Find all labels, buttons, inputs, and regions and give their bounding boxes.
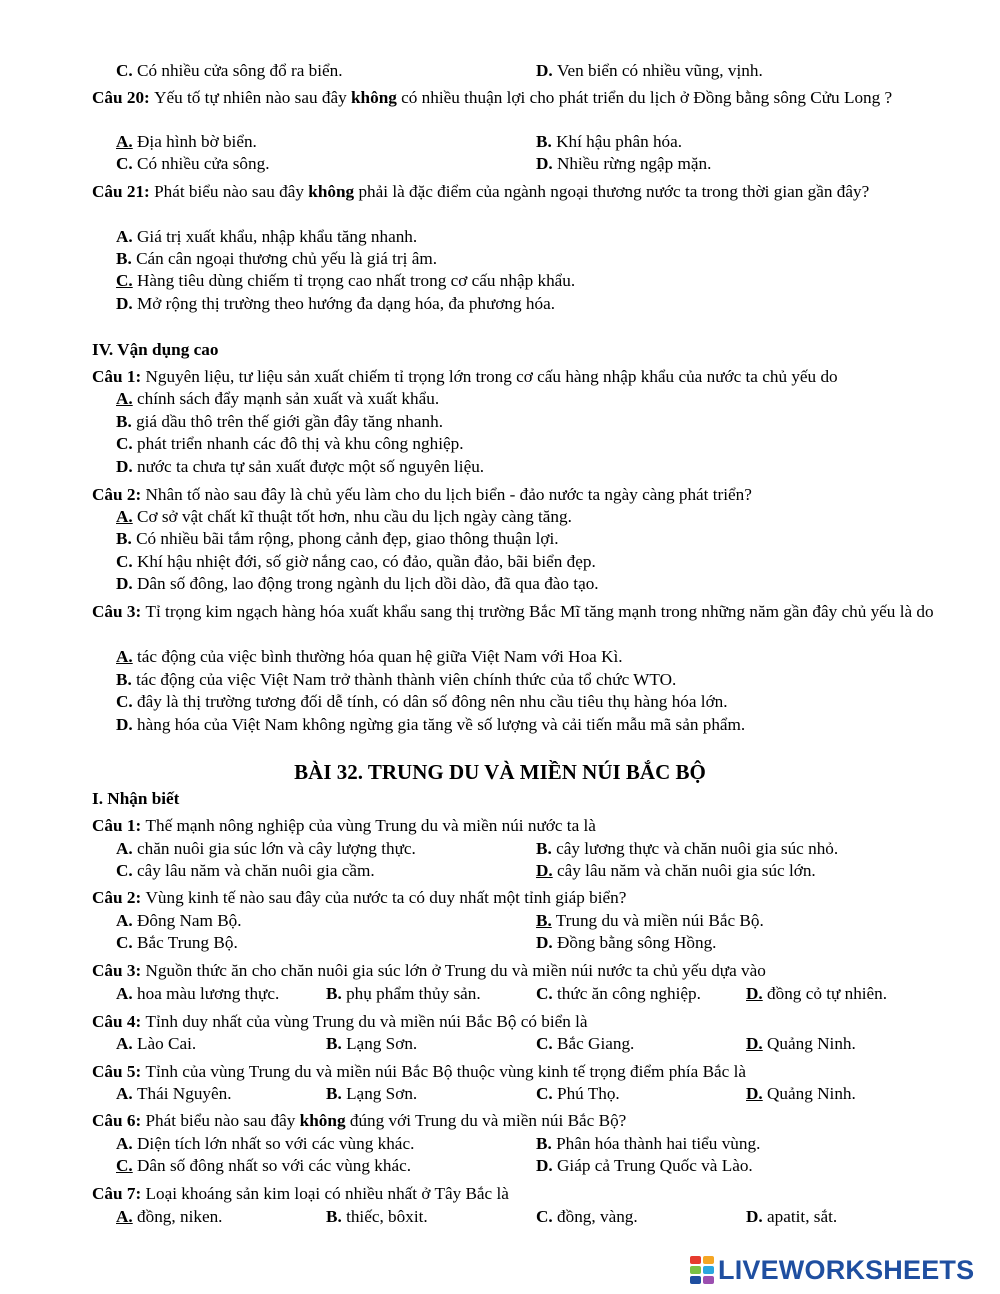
bold-text: C.: [536, 1207, 558, 1226]
text-line: [536, 153, 956, 175]
text-line: [536, 983, 746, 1005]
line-text: Lạng Sơn.: [346, 1084, 418, 1103]
text-line: [92, 87, 962, 109]
bold-text: Câu 21:: [92, 182, 155, 201]
line-text: chăn nuôi gia súc lớn và cây lượng thực.: [137, 839, 416, 858]
text-line: [92, 1061, 972, 1083]
line-text: Địa hình bờ biển.: [132, 132, 257, 151]
logo-wordmark: LIVEWORKSHEETS: [718, 1254, 975, 1285]
text-line: [536, 1206, 746, 1228]
logo-square: [703, 1276, 714, 1284]
line-text: Thái Nguyên.: [137, 1084, 232, 1103]
text-line: [536, 838, 976, 860]
line-text: đồng cỏ tự nhiên.: [762, 984, 888, 1003]
line-text: Thế mạnh nông nghiệp của vùng Trung du và miền núi nước ta là: [145, 816, 596, 835]
bold-text: D.: [116, 457, 138, 476]
text-line: [92, 366, 972, 388]
text-line: [92, 339, 962, 361]
bold-text: B.: [536, 839, 557, 858]
text-line: [116, 1033, 326, 1055]
logo-square: [703, 1256, 714, 1264]
bold-text: Câu 4:: [92, 1012, 146, 1031]
text-line: [116, 573, 956, 595]
text-line: [92, 815, 972, 837]
text-line: [326, 1033, 536, 1055]
line-text: hoa màu lương thực.: [137, 984, 280, 1003]
text-line: [116, 153, 536, 175]
line-text: Khí hậu phân hóa.: [556, 132, 683, 151]
text-line: [92, 484, 972, 506]
bold-text: B.: [116, 670, 137, 689]
bold-text: C.: [116, 692, 138, 711]
bold-text: A.: [116, 1084, 138, 1103]
bold-text: Câu 6:: [92, 1111, 146, 1130]
bold-text: D.: [536, 1156, 558, 1175]
text-line: [116, 714, 956, 736]
text-line: [92, 1011, 972, 1033]
text-line: [326, 1083, 536, 1105]
text-line: [92, 601, 962, 623]
bold-text: Câu 2:: [92, 888, 146, 907]
line-text: giá dầu thô trên thế giới gần đây tăng nhanh.: [136, 412, 443, 431]
line-text: Mở rộng thị trường theo hướng đa dạng hóa, đa phương hóa.: [137, 294, 556, 313]
line-text: Quảng Ninh.: [762, 1034, 856, 1053]
line-text: apatit, sắt.: [767, 1207, 838, 1226]
text-line: [116, 293, 956, 315]
text-line: [536, 1083, 746, 1105]
logo-square: [690, 1266, 701, 1274]
line-text: Dân số đông nhất so với các vùng khác.: [132, 1156, 412, 1175]
text-line: [116, 248, 956, 270]
line-text: cây lâu năm và chăn nuôi gia súc lớn.: [552, 861, 816, 880]
line-text: Bắc Trung Bộ.: [137, 933, 238, 952]
logo-mark-icon: [690, 1256, 714, 1284]
bold-text: Câu 7:: [92, 1184, 146, 1203]
bold-text: D.: [746, 984, 763, 1003]
line-text: tác động của việc Việt Nam trở thành thành viên chính thức của tổ chức WTO.: [136, 670, 677, 689]
line-text: chính sách đẩy mạnh sản xuất và xuất khẩu.: [132, 389, 440, 408]
text-line: [116, 1133, 536, 1155]
bold-text: B.: [116, 412, 137, 431]
bold-text: C.: [116, 271, 133, 290]
line-text: Tỉ trọng kim ngạch hàng hóa xuất khẩu sang thị trường Bắc Mĩ tăng mạnh trong những năm gần đây chủ yếu là do: [145, 602, 934, 621]
line-text: Phát biểu nào sau đây: [145, 1111, 300, 1130]
bold-text: B.: [326, 1084, 347, 1103]
bold-text: D.: [116, 294, 138, 313]
bold-text: B.: [326, 1034, 347, 1053]
text-line: [116, 456, 956, 478]
text-line: [92, 1183, 972, 1205]
bold-text: C.: [116, 434, 138, 453]
text-line: [116, 388, 956, 410]
logo-square: [690, 1276, 701, 1284]
bold-text: C.: [536, 984, 558, 1003]
line-text: Khí hậu nhiệt đới, số giờ nắng cao, có đảo, quần đảo, bãi biển đẹp.: [137, 552, 596, 571]
bold-text: A.: [116, 984, 138, 1003]
text-line: [116, 860, 536, 882]
text-line: [746, 1206, 966, 1228]
bold-text: A.: [116, 647, 133, 666]
bold-text: A.: [116, 227, 138, 246]
line-text: Đồng bằng sông Hồng.: [557, 933, 717, 952]
bold-text: C.: [116, 861, 138, 880]
bold-text: C.: [116, 933, 138, 952]
bold-text: không: [308, 182, 355, 201]
line-text: Quảng Ninh.: [762, 1084, 856, 1103]
line-text: đồng, niken.: [132, 1207, 223, 1226]
text-line: [536, 1133, 976, 1155]
line-text: Cán cân ngoại thương chủ yếu là giá trị âm.: [136, 249, 438, 268]
text-line: [116, 669, 956, 691]
line-text: Diện tích lớn nhất so với các vùng khác.: [137, 1134, 415, 1153]
text-line: [116, 838, 536, 860]
line-text: Cơ sở vật chất kĩ thuật tốt hơn, nhu cầu du lịch ngày càng tăng.: [132, 507, 572, 526]
line-text: Bắc Giang.: [557, 1034, 635, 1053]
lesson-title: BÀI 32. TRUNG DU VÀ MIỀN NÚI BẮC BỘ: [294, 760, 706, 784]
line-text: phụ phẩm thủy sản.: [346, 984, 481, 1003]
line-text: Vùng kinh tế nào sau đây của nước ta có duy nhất một tỉnh giáp biển?: [145, 888, 627, 907]
bold-text: Câu 3:: [92, 602, 146, 621]
line-text: Nhân tố nào sau đây là chủ yếu làm cho du lịch biển - đảo nước ta ngày càng phát triển?: [145, 485, 752, 504]
line-text: có nhiều thuận lợi cho phát triển du lịch ở Đồng bằng sông Cửu Long ?: [396, 88, 893, 107]
line-text: Nguồn thức ăn cho chăn nuôi gia súc lớn ở Trung du và miền núi nước ta chủ yếu dựa vào: [145, 961, 766, 980]
text-line: [116, 1083, 326, 1105]
line-text: Yếu tố tự nhiên nào sau đây: [154, 88, 351, 107]
bold-text: C.: [116, 61, 138, 80]
bold-text: B.: [536, 1134, 557, 1153]
text-line: [116, 551, 956, 573]
text-line: [92, 960, 972, 982]
bold-text: A.: [116, 1134, 138, 1153]
text-line: [116, 646, 956, 668]
text-line: [536, 131, 956, 153]
text-line: [116, 60, 536, 82]
line-text: Lào Cai.: [137, 1034, 197, 1053]
text-line: [536, 860, 976, 882]
bold-text: C.: [536, 1084, 558, 1103]
text-line: [92, 181, 962, 203]
text-line: [746, 1083, 966, 1105]
bold-text: B.: [536, 132, 557, 151]
line-text: Có nhiều cửa sông.: [137, 154, 270, 173]
bold-text: I. Nhận biết: [92, 789, 180, 808]
bold-text: Câu 1:: [92, 367, 146, 386]
line-text: phát triển nhanh các đô thị và khu công nghiệp.: [137, 434, 464, 453]
line-text: Dân số đông, lao động trong ngành du lịch dồi dào, đã qua đào tạo.: [137, 574, 599, 593]
line-text: Tỉnh duy nhất của vùng Trung du và miền núi Bắc Bộ có biển là: [145, 1012, 588, 1031]
bold-text: B.: [536, 911, 552, 930]
bold-text: B.: [116, 529, 137, 548]
text-line: [536, 910, 976, 932]
text-line: [116, 411, 956, 433]
bold-text: D.: [116, 715, 138, 734]
text-line: [116, 506, 956, 528]
bold-text: D.: [536, 154, 558, 173]
line-text: Có nhiều bãi tắm rộng, phong cảnh đẹp, giao thông thuận lợi.: [136, 529, 559, 548]
bold-text: không: [350, 88, 397, 107]
bold-text: A.: [116, 839, 138, 858]
bold-text: A.: [116, 132, 133, 151]
text-line: [92, 887, 972, 909]
bold-text: A.: [116, 389, 133, 408]
text-line: [116, 1206, 326, 1228]
bold-text: D.: [536, 861, 553, 880]
text-line: [116, 270, 956, 292]
bold-text: C.: [116, 154, 138, 173]
text-line: [536, 1033, 746, 1055]
line-text: phải là đặc điểm của ngành ngoại thương nước ta trong thời gian gần đây?: [354, 182, 870, 201]
bold-text: IV. Vận dụng cao: [92, 340, 219, 359]
line-text: đúng với Trung du và miền núi Bắc Bộ?: [345, 1111, 627, 1130]
logo-square: [690, 1256, 701, 1264]
line-text: cây lương thực và chăn nuôi gia súc nhỏ.: [556, 839, 839, 858]
text-line: [116, 983, 326, 1005]
text-line: [536, 60, 956, 82]
line-text: Giáp cả Trung Quốc và Lào.: [557, 1156, 753, 1175]
text-line: [92, 1110, 972, 1132]
bold-text: Câu 1:: [92, 816, 146, 835]
bold-text: Câu 3:: [92, 961, 146, 980]
bold-text: B.: [326, 1207, 347, 1226]
bold-text: B.: [326, 984, 347, 1003]
bold-text: Câu 5:: [92, 1062, 146, 1081]
bold-text: A.: [116, 507, 133, 526]
liveworksheets-logo: [690, 1254, 990, 1286]
text-line: [536, 932, 976, 954]
text-line: [326, 1206, 536, 1228]
line-text: Phú Thọ.: [557, 1084, 620, 1103]
bold-text: không: [299, 1111, 346, 1130]
line-text: Phân hóa thành hai tiểu vùng.: [556, 1134, 761, 1153]
line-text: Trung du và miền núi Bắc Bộ.: [551, 911, 764, 930]
bold-text: D.: [746, 1207, 768, 1226]
line-text: đây là thị trường tương đối dễ tính, có dân số đông nên nhu cầu tiêu thụ hàng hóa lớn.: [137, 692, 728, 711]
text-line: [116, 131, 536, 153]
bold-text: Câu 20:: [92, 88, 155, 107]
text-line: [116, 910, 536, 932]
line-text: Ven biển có nhiều vũng, vịnh.: [557, 61, 763, 80]
text-line: [116, 226, 956, 248]
line-text: tác động của việc bình thường hóa quan hệ giữa Việt Nam với Hoa Kì.: [132, 647, 623, 666]
text-line: [746, 1033, 966, 1055]
text-line: [536, 1155, 976, 1177]
logo-square: [703, 1266, 714, 1274]
text-line: [116, 1155, 536, 1177]
line-text: Đông Nam Bộ.: [137, 911, 242, 930]
bold-text: D.: [746, 1034, 763, 1053]
line-text: Nguyên liệu, tư liệu sản xuất chiếm tỉ trọng lớn trong cơ cấu hàng nhập khẩu của nước ta chủ yếu do: [145, 367, 838, 386]
line-text: Hàng tiêu dùng chiếm tỉ trọng cao nhất trong cơ cấu nhập khẩu.: [132, 271, 576, 290]
line-text: đồng, vàng.: [557, 1207, 638, 1226]
bold-text: D.: [536, 61, 558, 80]
line-text: Nhiều rừng ngập mặn.: [557, 154, 712, 173]
line-text: Phát biểu nào sau đây: [154, 182, 309, 201]
text-line: [326, 983, 536, 1005]
bold-text: B.: [116, 249, 137, 268]
line-text: Loại khoáng sản kim loại có nhiều nhất ở Tây Bắc là: [145, 1184, 509, 1203]
bold-text: C.: [536, 1034, 558, 1053]
text-line: [116, 932, 536, 954]
line-text: Giá trị xuất khẩu, nhập khẩu tăng nhanh.: [137, 227, 418, 246]
bold-text: Câu 2:: [92, 485, 146, 504]
bold-text: C.: [116, 552, 138, 571]
bold-text: D.: [116, 574, 138, 593]
text-line: [116, 691, 956, 713]
text-line: [746, 983, 966, 1005]
line-text: hàng hóa của Việt Nam không ngừng gia tăng về số lượng và cải tiến mẫu mã sản phẩm.: [137, 715, 746, 734]
bold-text: D.: [536, 933, 558, 952]
text-line: [116, 528, 956, 550]
line-text: Tỉnh của vùng Trung du và miền núi Bắc Bộ thuộc vùng kinh tế trọng điểm phía Bắc là: [145, 1062, 747, 1081]
bold-text: A.: [116, 1207, 133, 1226]
line-text: nước ta chưa tự sản xuất được một số nguyên liệu.: [137, 457, 485, 476]
line-text: Lạng Sơn.: [346, 1034, 418, 1053]
bold-text: D.: [746, 1084, 763, 1103]
line-text: cây lâu năm và chăn nuôi gia cầm.: [137, 861, 375, 880]
line-text: thiếc, bôxit.: [346, 1207, 428, 1226]
bold-text: A.: [116, 911, 138, 930]
line-text: thức ăn công nghiệp.: [557, 984, 701, 1003]
text-line: [116, 433, 956, 455]
bold-text: C.: [116, 1156, 133, 1175]
bold-text: A.: [116, 1034, 138, 1053]
text-line: [92, 788, 962, 810]
line-text: Có nhiều cửa sông đổ ra biển.: [137, 61, 343, 80]
